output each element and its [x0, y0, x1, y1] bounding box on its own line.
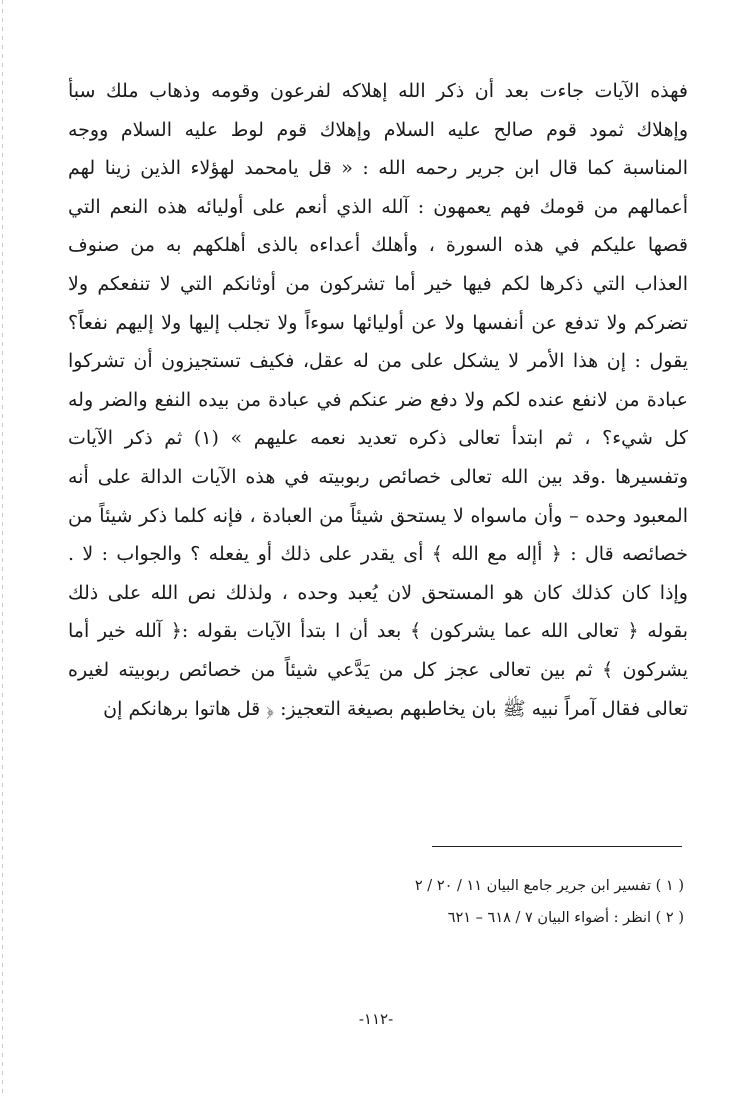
text-line: تعالى فقال آمراً نبيه ﷺ بان يخاطبهم بصيغة التعجيز: ﴿ قل هاتوا برهانكم إن — [103, 697, 688, 720]
text-line: وإهلاك ثمود قوم صالح عليه السلام وإهلاك قوم لوط عليه السلام ووجه — [68, 118, 688, 141]
text-line: وتفسيرها .وقد بين الله تعالى خصائص ربوبيته في هذه الآيات الدالة على أنه — [68, 465, 688, 488]
footnote-1: ( ١ ) تفسير ابن جرير جامع البيان ١١ / ٢٠ / ٢ — [414, 878, 684, 894]
text-line: المناسبة كما قال ابن جرير رحمه الله : « قل يامحمد لهؤلاء الذين زينا لهم — [68, 157, 688, 180]
footnote-separator — [432, 846, 682, 847]
footnote-2: ( ٢ ) انظر : أضواء البيان ٧ / ٦١٨ – ٦٢١ — [447, 910, 684, 926]
text-line: يقول : إن هذا الأمر لا يشكل على من له عقل، فكيف تستجيزون أن تشركوا — [68, 350, 688, 373]
text-line: بقوله ﴿ تعالى الله عما يشركون ﴾ بعد أن ا بتدأ الآيات بقوله :﴿ آلله خير أما — [68, 620, 688, 643]
text-line: وإذا كان كذلك كان هو المستحق لان يُعبد وحده ، ولذلك نص الله على ذلك — [68, 581, 688, 604]
text-line: فهذه الآيات جاءت بعد أن ذكر الله إهلاكه لفرعون وقومه وذهاب ملك سبأ — [68, 80, 688, 102]
page-binding-edge — [2, 0, 3, 1098]
text-line: قصها عليكم في هذه السورة ، وأهلك أعداءه بالذى أهلكهم به من صنوف — [68, 234, 688, 257]
page-number: -١١٢- — [358, 1010, 394, 1028]
text-line: يشركون ﴾ ثم بين تعالى عجز كل من يَدَّعي شيئاً من خصائص ربوبيته لغيره — [68, 658, 688, 681]
footnotes — [300, 870, 684, 934]
text-line: العذاب التي ذكرها لكم فيها خير أما تشركون من أوثانكم التي لا تنفعكم ولا — [68, 272, 688, 295]
text-line: أعمالهم من قومك فهم يعمهون : آلله الذي أنعم على أوليائه هذه النعم التي — [68, 195, 688, 218]
body-text — [68, 72, 688, 728]
text-line: عبادة من لانفع عنده لكم ولا دفع ضر عنكم في عبادة من بيده النفع والضر وله — [68, 388, 688, 411]
text-line: المعبود وحده – وأن ماسواه لا يستحق شيئاً من العبادة ، فإنه كلما ذكر شيئاً من — [68, 504, 688, 527]
text-line: كل شيء؟ ، ثم ابتدأ تعالى ذكره تعديد نعمه عليهم » (١) ثم ذكر الآيات — [68, 427, 688, 450]
text-line: خصائصه قال : ﴿ أإله مع الله ﴾ أى يقدر على ذلك أو يفعله ؟ والجواب : لا . — [68, 543, 688, 566]
text-line: تضركم ولا تدفع عن أنفسها ولا عن أوليائها سوءاً ولا تجلب إليها ولا إليهم نفعاً؟ — [68, 311, 688, 334]
